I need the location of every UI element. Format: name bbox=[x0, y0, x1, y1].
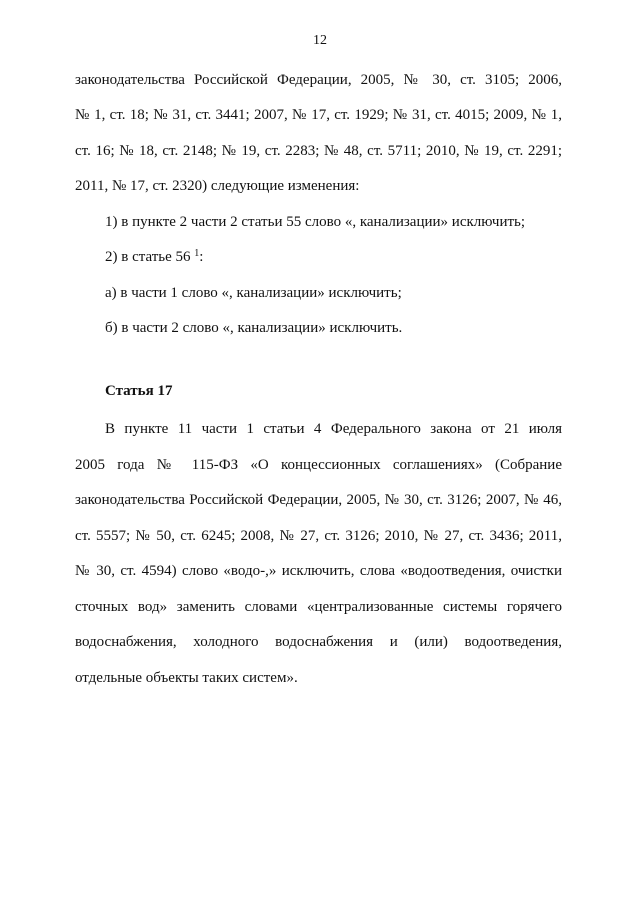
paragraph-line: 2011, № 17, ст. 2320) следующие изменения: bbox=[75, 178, 360, 194]
list-item-2-colon: : bbox=[199, 249, 204, 265]
article-line: водоснабжения, холодного водоснабжения и (или) водоотведения, bbox=[75, 634, 562, 650]
list-item-2-text: 2) в статье 56 bbox=[105, 249, 191, 265]
article-line: № 30, ст. 4594) слово «водо-,» исключить, слова «водоотведения, очистки bbox=[75, 563, 562, 579]
article-line: 2005 года № 115-ФЗ «О концессионных соглашениях» (Собрание bbox=[75, 457, 562, 473]
paragraph-line: ст. 16; № 18, ст. 2148; № 19, ст. 2283; № 48, ст. 5711; 2010, № 19, ст. 2291; bbox=[75, 143, 562, 159]
article-line: В пункте 11 части 1 статьи 4 Федерального закона от 21 июля bbox=[105, 421, 562, 437]
list-item-1: 1) в пункте 2 части 2 статьи 55 слово «, канализации» исключить; bbox=[105, 214, 526, 230]
article-line: законодательства Российской Федерации, 2005, № 30, ст. 3126; 2007, № 46, bbox=[75, 492, 562, 508]
page-number: 12 bbox=[313, 33, 327, 48]
list-item-b: б) в части 2 слово «, канализации» исключить. bbox=[105, 320, 403, 336]
paragraph-line: законодательства Российской Федерации, 2005, № 30, ст. 3105; 2006, bbox=[75, 72, 562, 88]
article-line: сточных вод» заменить словами «централизованные системы горячего bbox=[75, 599, 562, 615]
article-line: ст. 5557; № 50, ст. 6245; 2008, № 27, ст. 3126; 2010, № 27, ст. 3436; 2011, bbox=[75, 528, 562, 544]
superscript: 1 bbox=[194, 248, 200, 259]
article-line: отдельные объекты таких систем». bbox=[75, 670, 298, 686]
paragraph-line: № 1, ст. 18; № 31, ст. 3441; 2007, № 17, ст. 1929; № 31, ст. 4015; 2009, № 1, bbox=[75, 107, 562, 123]
list-item-2 bbox=[105, 247, 203, 267]
list-item-a: а) в части 1 слово «, канализации» исключить; bbox=[105, 285, 402, 301]
article-heading: Статья 17 bbox=[105, 383, 173, 399]
